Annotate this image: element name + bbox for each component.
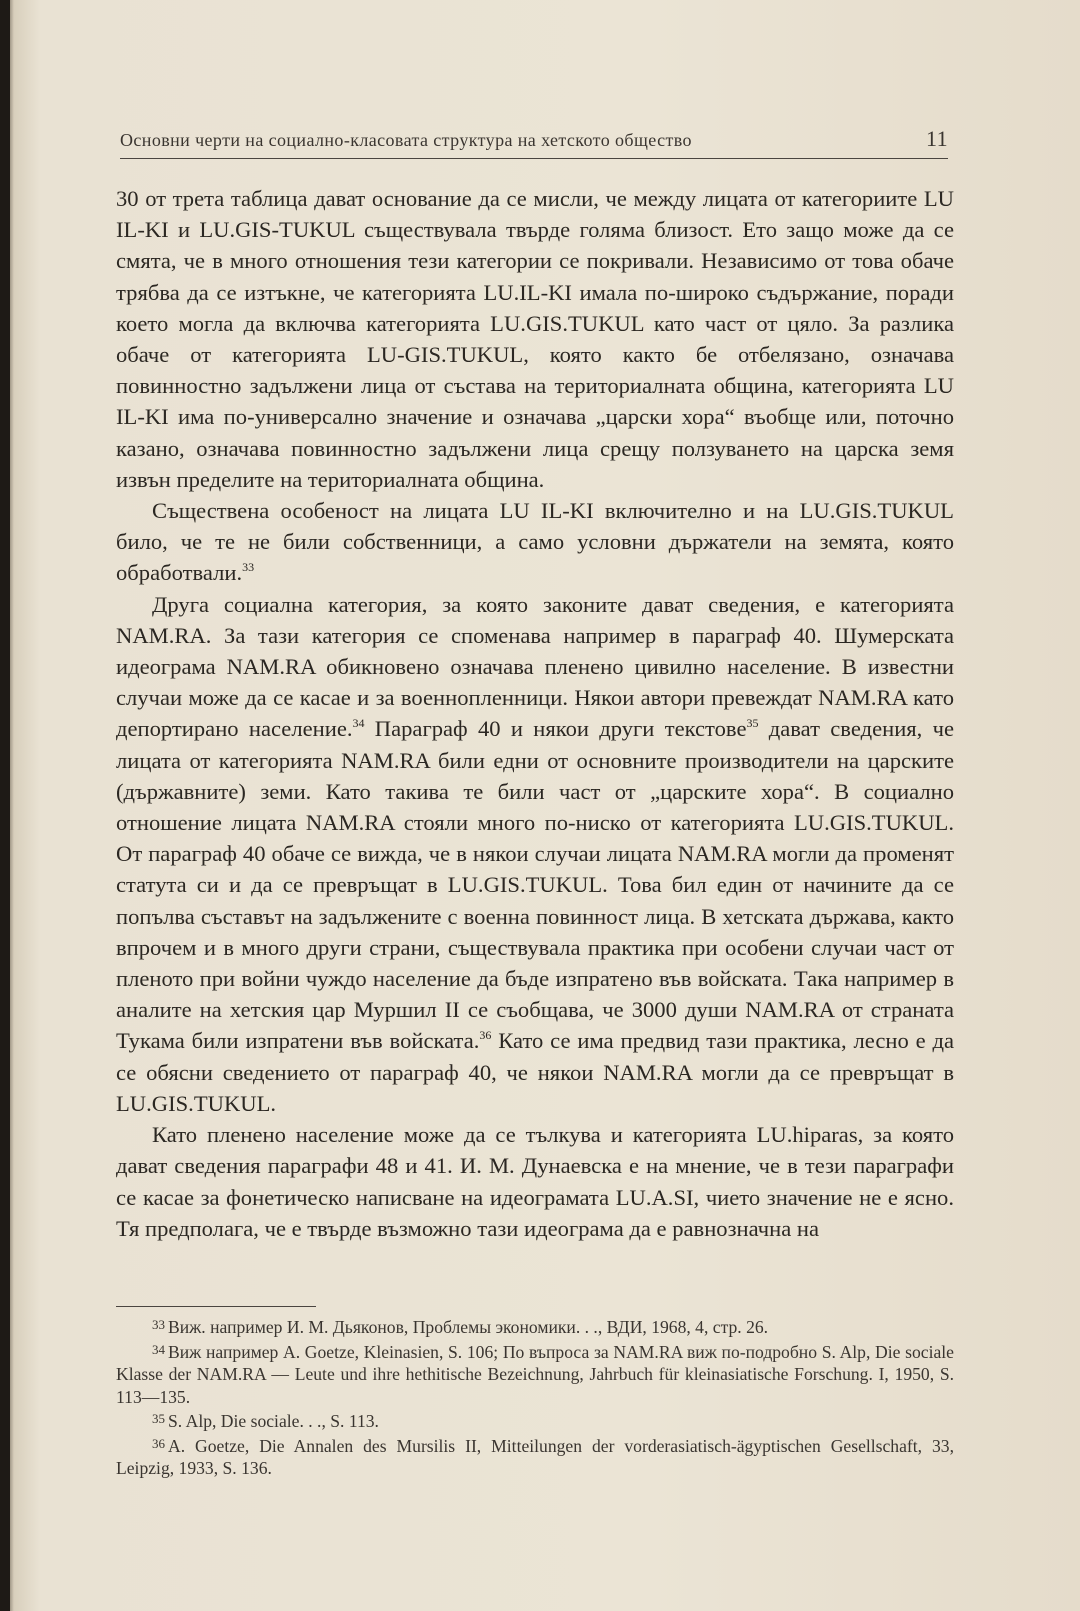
- footnote-ref-35: 35: [746, 716, 759, 731]
- paragraph-4-text: Като пленено население може да се тълкува и категорията LU.hiparas, за която дават сведения параграфи 48 и 41. И. М. Дунаевска е на мнение, че в тези параграфи се касае за фонетическо написване на идеограмата LU.A.SI, чието значение не е ясно. Тя предполага, че е твърде възможно тази идеограма да е равнозначна на: [116, 1122, 954, 1241]
- page-number: 11: [926, 126, 948, 151]
- footnote-ref-34: 34: [352, 716, 365, 731]
- paragraph-3-text-b: Параграф 40 и някои други текстове: [364, 716, 747, 742]
- running-header: [120, 126, 948, 158]
- header-rule: [120, 158, 948, 159]
- footnote-number: 36: [152, 1435, 165, 1451]
- footnote-number: 35: [152, 1411, 165, 1426]
- paragraph-4: [116, 1119, 954, 1244]
- footnote-ref-36: 36: [479, 1028, 492, 1043]
- footnote-text: A. Goetze, Die Annalen des Mursilis II, Mitteilungen der vorderasiatisch-ägyptischen Gesellschaft, 33, Leipzig, 1933, S. 136.: [116, 1435, 954, 1478]
- paragraph-3-text-d: Като се има предвид тази практика, лесно е да се обясни сведението от параграф 40, че някои NAM.RA могли да се превръщат в LU.GIS.TUKUL.: [116, 1028, 954, 1116]
- footnote-34: [116, 1339, 954, 1409]
- footnotes: [116, 1314, 954, 1480]
- paragraph-2-text: Съществена особеност на лицата LU IL-KI включително и на LU.GIS.TUKUL било, че те не били собственници, а само условни държатели на земята, която обработвали.: [116, 498, 954, 586]
- footnote-36: [116, 1433, 954, 1480]
- paragraph-1-text: 30 от трета таблица дават основание да се мисли, че между лицата от категориите LU IL-KI и LU.GIS-TUKUL съществувала твърде голяма близост. Ето защо може да се смята, че в много отношения тези категории се покривали. Независимо от това обаче трябва да се изтъкне, че категорията LU.IL-KI имала по-широко съдържание, поради което могла да включва категорията LU.GIS.TUKUL като част от цяло. За разлика обаче от категорията LU-GIS.TUKUL, която както бе отбелязано, означава повинностно задължени лица от състава на териториалната община, категорията LU IL-KI има по-универсално значение и означава „царски хора“ въобще или, поточно казано, означава повинностно задължени лица срещу ползуването на царска земя извън пределите на териториалната община.: [116, 186, 954, 492]
- body-text: [116, 183, 954, 1244]
- paragraph-3: [116, 589, 954, 1119]
- paragraph-2: [116, 495, 954, 589]
- footnote-number: 33: [152, 1317, 165, 1332]
- paragraph-3-text-c: дават сведения, че лицата от категорията NAM.RA били едни от основните производители на царските (държавните) земи. Като такива те били част от „царските хора“. В социално отношение лицата NAM.RA стояли много по-ниско от категорията LU.GIS.TUKUL. От параграф 40 обаче се вижда, че в някои случаи лицата NAM.RA могли да променят статута си и да се превръщат в LU.GIS.TUKUL. Това бил един от начините да се попълва съставът на задължените с военна повинност лица. В хетската държава, както впрочем и в много други страни, съществувала практика при особени случаи част от пленото при войни чуждо население да бъде изпратено във войската. Така например в аналите на хетския цар Муршил II се съобщава, че 3000 души NAM.RA от страната Тукама били изпратени във войската.: [116, 716, 955, 1054]
- footnote-ref-33: 33: [242, 560, 255, 575]
- footnote-rule: [116, 1306, 316, 1307]
- footnote-text: Виж. например И. М. Дьяконов, Проблемы экономики. . ., ВДИ, 1968, 4, стр. 26.: [168, 1317, 769, 1337]
- paragraph-3-text-a: Друга социална категория, за която законите дават сведения, е категорията NAM.RA. За тази категория се споменава например в параграф 40. Шумерската идеограма NAM.RA обикновено означава пленено цивилно население. В известни случаи може да се касае и за военнопленници. Някои автори превеждат NAM.RA като депортирано население.: [116, 591, 954, 742]
- book-spine-edge: [0, 0, 10, 1611]
- footnote-35: [116, 1408, 954, 1433]
- running-title: Основни черти на социално-класовата структура на хетското общество: [120, 130, 692, 150]
- paragraph-1: [116, 183, 954, 495]
- footnote-text: Виж например A. Goetze, Kleinasien, S. 106; По въпроса за NAM.RA виж по-подробно S. Alp, Die sociale Klasse der NAM.RA — Leute und ihre hethitische Bezeichnung, Jahrbuch für kleinasiatische Forschung. I, 1950, S. 113—135.: [116, 1341, 954, 1407]
- footnote-33: [116, 1314, 954, 1339]
- footnote-number: 34: [152, 1341, 165, 1357]
- footnote-text: S. Alp, Die sociale. . ., S. 113.: [168, 1411, 379, 1431]
